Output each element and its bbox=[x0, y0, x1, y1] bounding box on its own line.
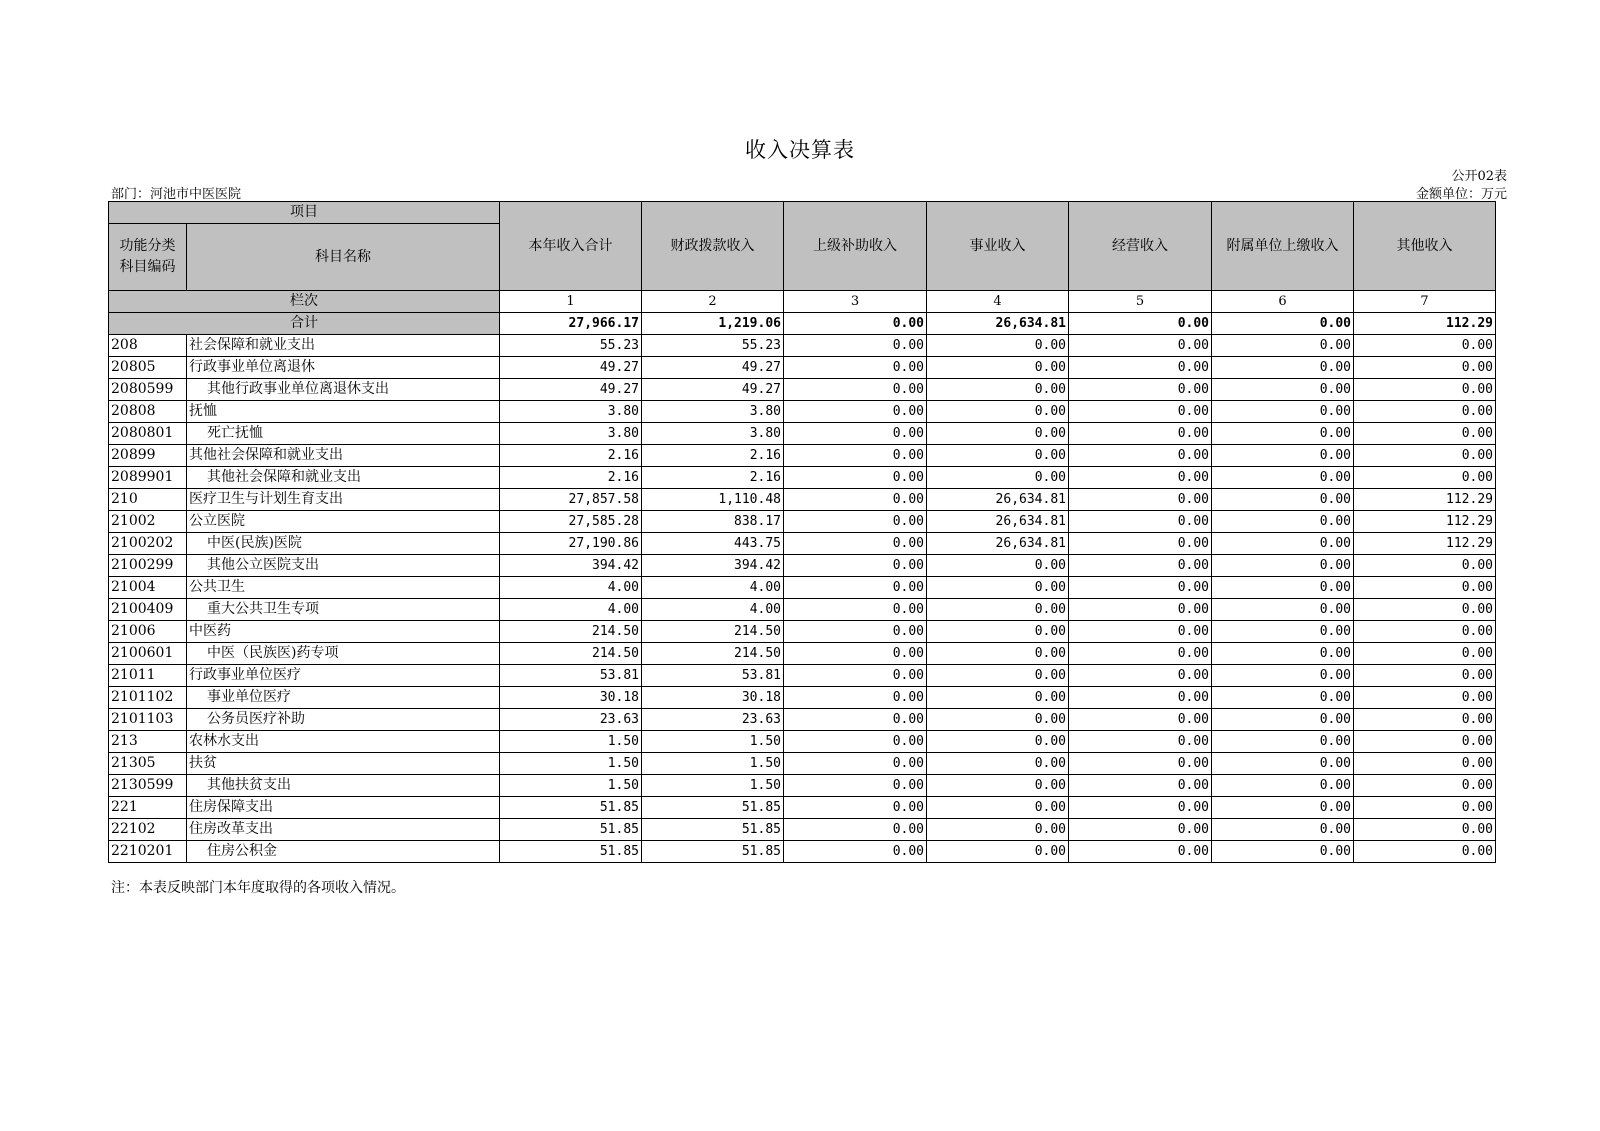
table-row bbox=[109, 489, 1496, 511]
amount-cell: 0.00 bbox=[784, 687, 927, 709]
table-row bbox=[109, 643, 1496, 665]
amount-cell: 2.16 bbox=[642, 445, 784, 467]
total-value: 26,634.81 bbox=[927, 313, 1069, 335]
amount-cell: 0.00 bbox=[1069, 687, 1212, 709]
subject-name: 农林水支出 bbox=[187, 731, 500, 753]
amount-cell: 0.00 bbox=[784, 797, 927, 819]
table-row bbox=[109, 731, 1496, 753]
amount-cell: 0.00 bbox=[927, 775, 1069, 797]
amount-cell: 0.00 bbox=[1212, 401, 1354, 423]
amount-cell: 0.00 bbox=[927, 643, 1069, 665]
amount-cell: 4.00 bbox=[642, 599, 784, 621]
amount-cell: 0.00 bbox=[927, 467, 1069, 489]
amount-cell: 0.00 bbox=[1069, 401, 1212, 423]
amount-cell: 23.63 bbox=[642, 709, 784, 731]
amount-cell: 0.00 bbox=[1354, 665, 1496, 687]
subject-name: 行政事业单位离退休 bbox=[187, 357, 500, 379]
table-row bbox=[109, 687, 1496, 709]
amount-cell: 0.00 bbox=[927, 401, 1069, 423]
table-row bbox=[109, 599, 1496, 621]
amount-cell: 0.00 bbox=[1354, 335, 1496, 357]
amount-cell: 0.00 bbox=[1212, 445, 1354, 467]
subject-name: 中医(民族)医院 bbox=[187, 533, 500, 555]
subject-name: 住房改革支出 bbox=[187, 819, 500, 841]
department-label: 部门：河池市中医医院 bbox=[111, 187, 242, 202]
amount-cell: 0.00 bbox=[1354, 357, 1496, 379]
amount-cell: 49.27 bbox=[500, 379, 642, 401]
amount-cell: 0.00 bbox=[784, 775, 927, 797]
table-body bbox=[109, 335, 1496, 863]
amount-cell: 0.00 bbox=[1069, 665, 1212, 687]
amount-cell: 30.18 bbox=[642, 687, 784, 709]
table-row bbox=[109, 797, 1496, 819]
amount-cell: 0.00 bbox=[1354, 775, 1496, 797]
amount-cell: 394.42 bbox=[500, 555, 642, 577]
amount-cell: 51.85 bbox=[642, 841, 784, 863]
subject-code: 22102 bbox=[109, 819, 187, 841]
header-col-6: 附属单位上缴收入 bbox=[1212, 202, 1354, 291]
amount-cell: 26,634.81 bbox=[927, 533, 1069, 555]
amount-cell: 112.29 bbox=[1354, 533, 1496, 555]
header-col-5: 经营收入 bbox=[1069, 202, 1212, 291]
amount-cell: 51.85 bbox=[500, 819, 642, 841]
amount-cell: 1.50 bbox=[642, 775, 784, 797]
amount-cell: 0.00 bbox=[1069, 599, 1212, 621]
total-value: 27,966.17 bbox=[500, 313, 642, 335]
col-number: 2 bbox=[642, 291, 784, 313]
amount-cell: 0.00 bbox=[1354, 467, 1496, 489]
amount-cell: 214.50 bbox=[500, 621, 642, 643]
amount-cell: 0.00 bbox=[784, 533, 927, 555]
col-number: 7 bbox=[1354, 291, 1496, 313]
table-row bbox=[109, 335, 1496, 357]
amount-cell: 0.00 bbox=[1212, 335, 1354, 357]
amount-cell: 1.50 bbox=[500, 753, 642, 775]
amount-cell: 0.00 bbox=[927, 555, 1069, 577]
subject-code: 21305 bbox=[109, 753, 187, 775]
amount-cell: 0.00 bbox=[1354, 401, 1496, 423]
subject-code: 2100202 bbox=[109, 533, 187, 555]
amount-cell: 0.00 bbox=[927, 687, 1069, 709]
amount-cell: 0.00 bbox=[1069, 731, 1212, 753]
footnote: 注：本表反映部门本年度取得的各项收入情况。 bbox=[111, 880, 405, 896]
subject-code: 208 bbox=[109, 335, 187, 357]
amount-cell: 0.00 bbox=[784, 445, 927, 467]
total-value: 1,219.06 bbox=[642, 313, 784, 335]
amount-cell: 0.00 bbox=[927, 797, 1069, 819]
subject-code: 2100299 bbox=[109, 555, 187, 577]
amount-cell: 0.00 bbox=[784, 621, 927, 643]
amount-cell: 0.00 bbox=[1212, 621, 1354, 643]
amount-cell: 53.81 bbox=[500, 665, 642, 687]
amount-cell: 0.00 bbox=[1069, 511, 1212, 533]
amount-cell: 0.00 bbox=[784, 423, 927, 445]
amount-cell: 0.00 bbox=[1212, 775, 1354, 797]
col-number: 6 bbox=[1212, 291, 1354, 313]
header-col-7: 其他收入 bbox=[1354, 202, 1496, 291]
amount-cell: 394.42 bbox=[642, 555, 784, 577]
amount-cell: 51.85 bbox=[642, 797, 784, 819]
header-col-1: 本年收入合计 bbox=[500, 202, 642, 291]
amount-cell: 0.00 bbox=[1354, 599, 1496, 621]
table-row bbox=[109, 775, 1496, 797]
amount-cell: 4.00 bbox=[500, 599, 642, 621]
amount-cell: 0.00 bbox=[1212, 555, 1354, 577]
amount-cell: 0.00 bbox=[927, 379, 1069, 401]
amount-cell: 0.00 bbox=[1069, 489, 1212, 511]
header-name: 科目名称 bbox=[187, 224, 500, 291]
amount-cell: 0.00 bbox=[1069, 423, 1212, 445]
subject-code: 20805 bbox=[109, 357, 187, 379]
table-row bbox=[109, 709, 1496, 731]
table-row bbox=[109, 357, 1496, 379]
amount-cell: 0.00 bbox=[784, 577, 927, 599]
amount-cell: 0.00 bbox=[1212, 643, 1354, 665]
subject-name: 公立医院 bbox=[187, 511, 500, 533]
amount-cell: 0.00 bbox=[1354, 841, 1496, 863]
subject-name: 扶贫 bbox=[187, 753, 500, 775]
header-code: 功能分类科目编码 bbox=[109, 224, 187, 291]
subject-code: 221 bbox=[109, 797, 187, 819]
amount-cell: 0.00 bbox=[1069, 445, 1212, 467]
amount-cell: 0.00 bbox=[1354, 577, 1496, 599]
col-number: 1 bbox=[500, 291, 642, 313]
amount-cell: 0.00 bbox=[784, 489, 927, 511]
amount-cell: 0.00 bbox=[927, 709, 1069, 731]
amount-cell: 443.75 bbox=[642, 533, 784, 555]
amount-cell: 0.00 bbox=[784, 643, 927, 665]
amount-cell: 0.00 bbox=[927, 819, 1069, 841]
subject-code: 2210201 bbox=[109, 841, 187, 863]
table-row bbox=[109, 555, 1496, 577]
amount-cell: 0.00 bbox=[1069, 797, 1212, 819]
total-value: 0.00 bbox=[1212, 313, 1354, 335]
table-row bbox=[109, 577, 1496, 599]
amount-cell: 0.00 bbox=[784, 379, 927, 401]
amount-cell: 30.18 bbox=[500, 687, 642, 709]
subject-name: 死亡抚恤 bbox=[187, 423, 500, 445]
total-row bbox=[109, 313, 1496, 335]
amount-cell: 0.00 bbox=[1212, 797, 1354, 819]
row-label: 栏次 bbox=[109, 291, 500, 313]
amount-cell: 0.00 bbox=[1212, 753, 1354, 775]
amount-cell: 1.50 bbox=[500, 731, 642, 753]
header-item: 项目 bbox=[109, 202, 500, 224]
subject-code: 20808 bbox=[109, 401, 187, 423]
subject-name: 其他公立医院支出 bbox=[187, 555, 500, 577]
amount-cell: 0.00 bbox=[1354, 687, 1496, 709]
amount-cell: 0.00 bbox=[1069, 533, 1212, 555]
amount-cell: 0.00 bbox=[1212, 577, 1354, 599]
subject-code: 2089901 bbox=[109, 467, 187, 489]
subject-name: 住房保障支出 bbox=[187, 797, 500, 819]
amount-cell: 0.00 bbox=[927, 841, 1069, 863]
amount-cell: 49.27 bbox=[642, 357, 784, 379]
amount-cell: 51.85 bbox=[500, 797, 642, 819]
amount-cell: 0.00 bbox=[1212, 709, 1354, 731]
total-value: 0.00 bbox=[1069, 313, 1212, 335]
amount-cell: 1.50 bbox=[642, 753, 784, 775]
subject-name: 住房公积金 bbox=[187, 841, 500, 863]
amount-cell: 0.00 bbox=[927, 753, 1069, 775]
amount-cell: 0.00 bbox=[927, 599, 1069, 621]
subject-name: 中医药 bbox=[187, 621, 500, 643]
amount-cell: 4.00 bbox=[642, 577, 784, 599]
subject-code: 213 bbox=[109, 731, 187, 753]
amount-cell: 0.00 bbox=[1212, 511, 1354, 533]
amount-cell: 0.00 bbox=[1069, 467, 1212, 489]
subject-code: 20899 bbox=[109, 445, 187, 467]
amount-cell: 0.00 bbox=[1069, 379, 1212, 401]
amount-cell: 0.00 bbox=[1212, 687, 1354, 709]
subject-code: 2080801 bbox=[109, 423, 187, 445]
amount-cell: 51.85 bbox=[642, 819, 784, 841]
amount-cell: 26,634.81 bbox=[927, 511, 1069, 533]
amount-cell: 112.29 bbox=[1354, 511, 1496, 533]
subject-code: 2130599 bbox=[109, 775, 187, 797]
subject-name: 其他社会保障和就业支出 bbox=[187, 445, 500, 467]
amount-cell: 0.00 bbox=[1069, 621, 1212, 643]
amount-cell: 2.16 bbox=[500, 467, 642, 489]
amount-cell: 0.00 bbox=[784, 357, 927, 379]
amount-cell: 214.50 bbox=[500, 643, 642, 665]
amount-cell: 0.00 bbox=[1212, 533, 1354, 555]
subject-code: 21002 bbox=[109, 511, 187, 533]
amount-cell: 4.00 bbox=[500, 577, 642, 599]
amount-cell: 53.81 bbox=[642, 665, 784, 687]
subject-code: 2100409 bbox=[109, 599, 187, 621]
amount-cell: 0.00 bbox=[1069, 775, 1212, 797]
amount-cell: 55.23 bbox=[500, 335, 642, 357]
table-row bbox=[109, 621, 1496, 643]
subject-name: 社会保障和就业支出 bbox=[187, 335, 500, 357]
amount-cell: 0.00 bbox=[1069, 335, 1212, 357]
total-value: 0.00 bbox=[784, 313, 927, 335]
amount-cell: 0.00 bbox=[784, 467, 927, 489]
header-col-2: 财政拨款收入 bbox=[642, 202, 784, 291]
amount-cell: 0.00 bbox=[1069, 357, 1212, 379]
subject-name: 医疗卫生与计划生育支出 bbox=[187, 489, 500, 511]
subject-name: 公务员医疗补助 bbox=[187, 709, 500, 731]
subject-name: 中医（民族医)药专项 bbox=[187, 643, 500, 665]
subject-code: 2101102 bbox=[109, 687, 187, 709]
amount-cell: 23.63 bbox=[500, 709, 642, 731]
amount-cell: 0.00 bbox=[1069, 709, 1212, 731]
amount-cell: 214.50 bbox=[642, 621, 784, 643]
amount-cell: 0.00 bbox=[784, 599, 927, 621]
amount-cell: 0.00 bbox=[927, 577, 1069, 599]
amount-cell: 0.00 bbox=[784, 841, 927, 863]
amount-cell: 0.00 bbox=[927, 423, 1069, 445]
amount-cell: 3.80 bbox=[642, 423, 784, 445]
subject-name: 公共卫生 bbox=[187, 577, 500, 599]
subject-code: 21011 bbox=[109, 665, 187, 687]
amount-cell: 0.00 bbox=[784, 665, 927, 687]
amount-cell: 3.80 bbox=[500, 401, 642, 423]
amount-cell: 0.00 bbox=[1354, 731, 1496, 753]
table-row bbox=[109, 511, 1496, 533]
amount-unit-label: 金额单位：万元 bbox=[1415, 187, 1507, 202]
amount-cell: 55.23 bbox=[642, 335, 784, 357]
amount-cell: 0.00 bbox=[1354, 555, 1496, 577]
amount-cell: 0.00 bbox=[1354, 643, 1496, 665]
amount-cell: 0.00 bbox=[1212, 423, 1354, 445]
column-number-row bbox=[109, 291, 1496, 313]
subject-code: 2101103 bbox=[109, 709, 187, 731]
subject-name: 其他扶贫支出 bbox=[187, 775, 500, 797]
table-row bbox=[109, 467, 1496, 489]
amount-cell: 0.00 bbox=[927, 357, 1069, 379]
subject-code: 2080599 bbox=[109, 379, 187, 401]
amount-cell: 0.00 bbox=[927, 335, 1069, 357]
amount-cell: 0.00 bbox=[927, 445, 1069, 467]
amount-cell: 0.00 bbox=[1212, 357, 1354, 379]
amount-cell: 112.29 bbox=[1354, 489, 1496, 511]
amount-cell: 0.00 bbox=[1069, 753, 1212, 775]
amount-cell: 0.00 bbox=[784, 709, 927, 731]
amount-cell: 3.80 bbox=[500, 423, 642, 445]
amount-cell: 0.00 bbox=[784, 401, 927, 423]
amount-cell: 0.00 bbox=[927, 665, 1069, 687]
amount-cell: 0.00 bbox=[1354, 797, 1496, 819]
amount-cell: 27,585.28 bbox=[500, 511, 642, 533]
amount-cell: 0.00 bbox=[1069, 643, 1212, 665]
amount-cell: 0.00 bbox=[1212, 841, 1354, 863]
amount-cell: 0.00 bbox=[1212, 599, 1354, 621]
amount-cell: 0.00 bbox=[1212, 731, 1354, 753]
table-row bbox=[109, 841, 1496, 863]
table-row bbox=[109, 819, 1496, 841]
table-row bbox=[109, 379, 1496, 401]
total-label: 合计 bbox=[109, 313, 500, 335]
amount-cell: 0.00 bbox=[1354, 621, 1496, 643]
amount-cell: 0.00 bbox=[1212, 489, 1354, 511]
amount-cell: 0.00 bbox=[1212, 467, 1354, 489]
amount-cell: 0.00 bbox=[784, 511, 927, 533]
amount-cell: 0.00 bbox=[927, 621, 1069, 643]
amount-cell: 49.27 bbox=[642, 379, 784, 401]
subject-name: 重大公共卫生专项 bbox=[187, 599, 500, 621]
amount-cell: 0.00 bbox=[1354, 423, 1496, 445]
amount-cell: 214.50 bbox=[642, 643, 784, 665]
form-number: 公开02表 bbox=[1451, 169, 1507, 184]
amount-cell: 26,634.81 bbox=[927, 489, 1069, 511]
col-number: 4 bbox=[927, 291, 1069, 313]
amount-cell: 3.80 bbox=[642, 401, 784, 423]
amount-cell: 0.00 bbox=[1212, 379, 1354, 401]
header-col-3: 上级补助收入 bbox=[784, 202, 927, 291]
income-table bbox=[108, 201, 1496, 863]
amount-cell: 0.00 bbox=[1069, 577, 1212, 599]
table-row bbox=[109, 423, 1496, 445]
header-col-4: 事业收入 bbox=[927, 202, 1069, 291]
table-row bbox=[109, 665, 1496, 687]
amount-cell: 0.00 bbox=[1354, 445, 1496, 467]
amount-cell: 0.00 bbox=[1212, 665, 1354, 687]
amount-cell: 49.27 bbox=[500, 357, 642, 379]
subject-code: 210 bbox=[109, 489, 187, 511]
amount-cell: 0.00 bbox=[1069, 841, 1212, 863]
amount-cell: 0.00 bbox=[784, 335, 927, 357]
amount-cell: 0.00 bbox=[1069, 555, 1212, 577]
total-value: 112.29 bbox=[1354, 313, 1496, 335]
amount-cell: 0.00 bbox=[1212, 819, 1354, 841]
subject-name: 其他行政事业单位离退休支出 bbox=[187, 379, 500, 401]
amount-cell: 27,857.58 bbox=[500, 489, 642, 511]
table-row bbox=[109, 753, 1496, 775]
header-row-item bbox=[109, 202, 1496, 224]
amount-cell: 0.00 bbox=[1354, 819, 1496, 841]
amount-cell: 0.00 bbox=[784, 753, 927, 775]
amount-cell: 2.16 bbox=[642, 467, 784, 489]
amount-cell: 0.00 bbox=[927, 731, 1069, 753]
page-title: 收入决算表 bbox=[745, 138, 855, 162]
amount-cell: 0.00 bbox=[784, 819, 927, 841]
table-row bbox=[109, 445, 1496, 467]
amount-cell: 0.00 bbox=[1354, 379, 1496, 401]
table-row bbox=[109, 401, 1496, 423]
amount-cell: 1,110.48 bbox=[642, 489, 784, 511]
amount-cell: 2.16 bbox=[500, 445, 642, 467]
amount-cell: 0.00 bbox=[784, 555, 927, 577]
amount-cell: 838.17 bbox=[642, 511, 784, 533]
amount-cell: 0.00 bbox=[1354, 753, 1496, 775]
amount-cell: 0.00 bbox=[1069, 819, 1212, 841]
subject-code: 21004 bbox=[109, 577, 187, 599]
amount-cell: 0.00 bbox=[1354, 709, 1496, 731]
subject-name: 其他社会保障和就业支出 bbox=[187, 467, 500, 489]
subject-name: 抚恤 bbox=[187, 401, 500, 423]
amount-cell: 1.50 bbox=[500, 775, 642, 797]
subject-name: 行政事业单位医疗 bbox=[187, 665, 500, 687]
table-row bbox=[109, 533, 1496, 555]
subject-name: 事业单位医疗 bbox=[187, 687, 500, 709]
amount-cell: 51.85 bbox=[500, 841, 642, 863]
amount-cell: 27,190.86 bbox=[500, 533, 642, 555]
subject-code: 2100601 bbox=[109, 643, 187, 665]
amount-cell: 0.00 bbox=[784, 731, 927, 753]
subject-code: 21006 bbox=[109, 621, 187, 643]
amount-cell: 1.50 bbox=[642, 731, 784, 753]
col-number: 3 bbox=[784, 291, 927, 313]
col-number: 5 bbox=[1069, 291, 1212, 313]
